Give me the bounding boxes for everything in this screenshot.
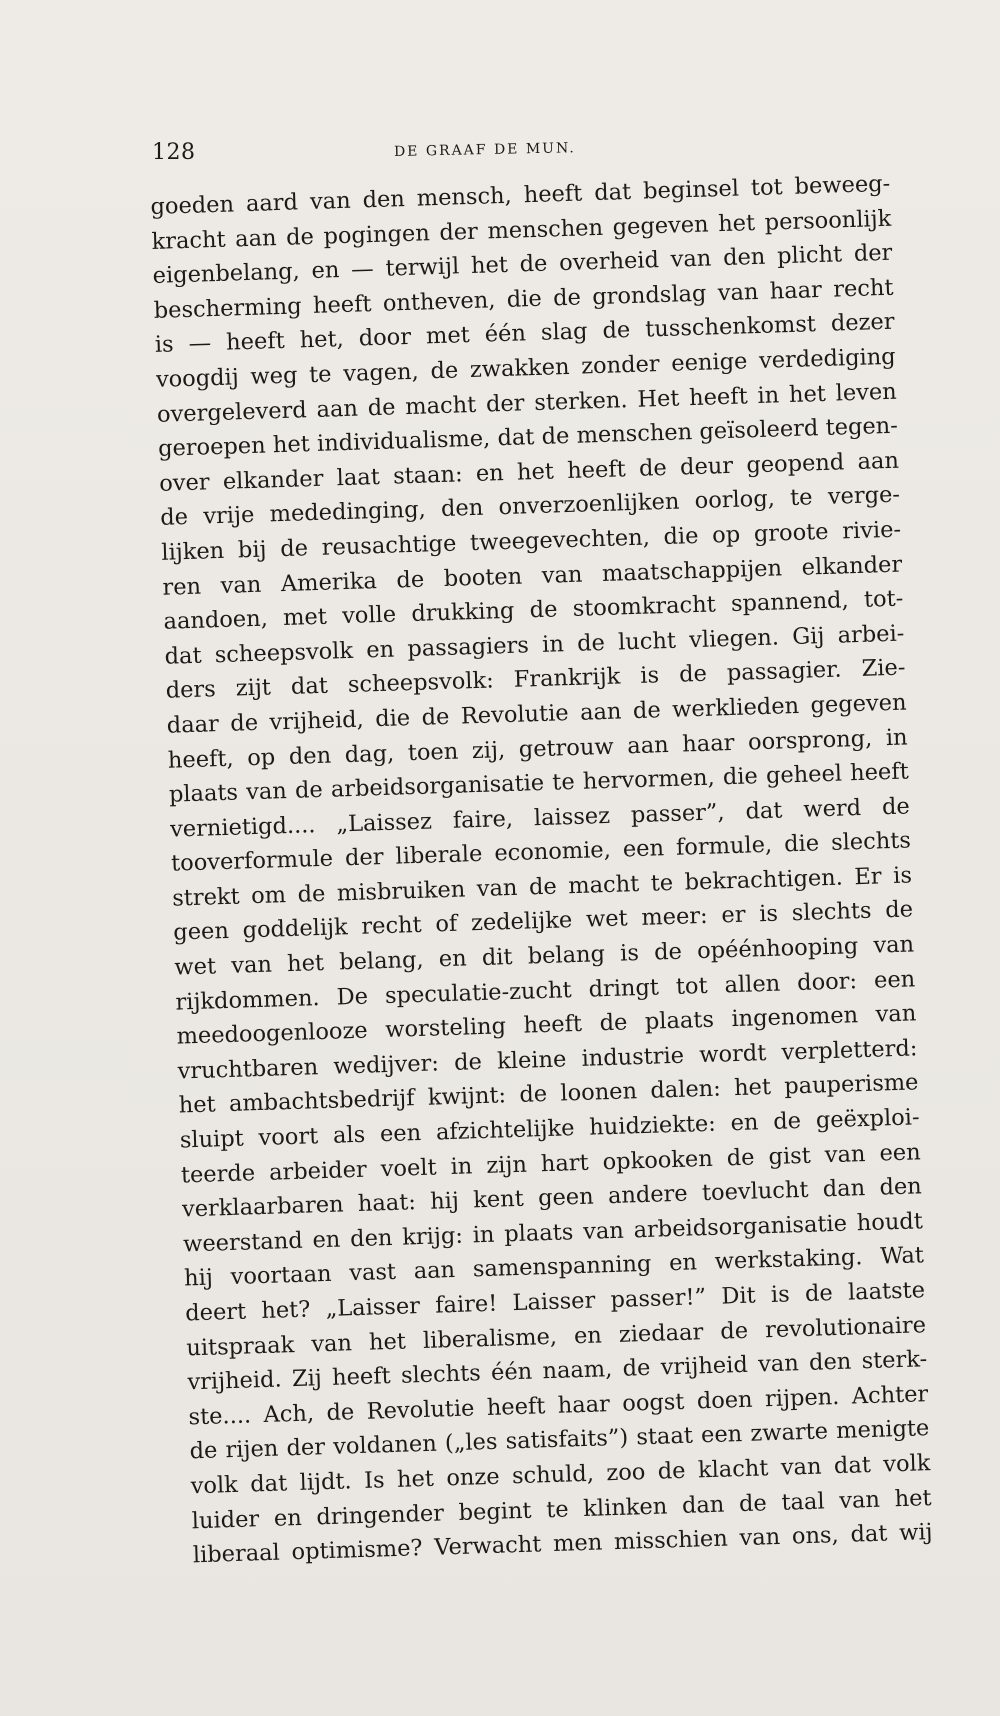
text-line: deert het? „Laisser faire! Laisser passer!” Dit is de laatste xyxy=(184,1277,926,1327)
text-line: over elkander laat staan: en het heeft de deur geopend aan xyxy=(158,447,900,497)
text-line: overgeleverd aan de macht der sterken. Het heeft in het leven xyxy=(156,378,898,428)
text-line: aandoen, met volle drukking de stoomkracht spannend, tot- xyxy=(163,585,904,635)
text-line: weerstand en den krijg: in plaats van arbeidsorganisatie houdt xyxy=(182,1208,924,1258)
text-line: ste.... Ach, de Revolutie heeft haar oogst doen rijpen. Achter xyxy=(188,1380,929,1431)
text-line: dat scheepsvolk en passagiers in de lucht vliegen. Gij arbei- xyxy=(164,620,905,670)
text-line: ders zijt dat scheepsvolk: Frankrijk is de passagier. Zie- xyxy=(165,654,906,705)
text-line: het ambachtsbedrijf kwijnt: de loonen dalen: het pauperisme xyxy=(178,1069,919,1119)
text-line: eigenbelang, en — terwijl het de overheid van den plicht der xyxy=(152,239,893,290)
text-line: rijkdommen. De speculatie-zucht dringt tot allen door: een xyxy=(175,966,916,1016)
text-line: vrijheid. Zij heeft slechts één naam, de vrijheid van den sterk- xyxy=(187,1346,928,1396)
text-line: daar de vrijheid, die de Revolutie aan de werklieden gegeven xyxy=(166,689,907,739)
text-line: lijken bij de reusachtige tweegevechten, die op groote rivie- xyxy=(160,516,902,566)
text-line: tooverformule der liberale economie, een formule, die slechts xyxy=(170,827,912,877)
text-line: teerde arbeider voelt in zijn hart opkooken de gist van een xyxy=(180,1138,922,1189)
text-line: geroepen het individualisme, dat de menschen geïsoleerd tegen- xyxy=(157,412,899,463)
text-line: is — heeft het, door met één slag de tusschenkomst dezer xyxy=(154,309,895,359)
text-line: meedoogenlooze worsteling heeft de plaats ingenomen van xyxy=(176,1000,917,1050)
text-line: plaats van de arbeidsorganisatie te hervormen, die geheel heeft xyxy=(168,758,910,808)
text-line: geen goddelijk recht of zedelijke wet meer: er is slechts de xyxy=(172,896,914,947)
text-line: voogdij weg te vagen, de zwakken zonder eenige verdediging xyxy=(155,343,897,393)
text-line: de vrije mededinging, den onverzoenlijken oorlog, te verge- xyxy=(159,481,901,532)
text-line: de rijen der voldanen („les satisfaits”) staat een zwarte menigte xyxy=(189,1415,930,1465)
text-line: strekt om de misbruiken van de macht te bekrachtigen. Er is xyxy=(171,862,913,912)
text-line: vruchtbaren wedijver: de kleine industrie wordt verpletterd: xyxy=(177,1035,918,1085)
text-line: bescherming heeft ontheven, die de grondslag van haar recht xyxy=(153,274,894,324)
body-text xyxy=(150,167,933,1573)
text-line: goeden aard van den mensch, heeft dat beginsel tot beweeg- xyxy=(150,170,891,220)
running-title: DE GRAAF DE MUN. xyxy=(393,140,576,160)
text-line: sluipt voort als een afzichtelijke huidziekte: en de geëxploi- xyxy=(179,1104,920,1154)
text-line: ren van Amerika de booten van maatschappijen elkander xyxy=(162,551,903,601)
text-line: heeft, op den dag, toen zij, getrouw aan haar oorsprong, in xyxy=(167,723,908,774)
text-line: uitspraak van het liberalisme, en ziedaar de revolutionaire xyxy=(185,1311,927,1362)
text-line: verklaarbaren haat: hij kent geen andere toevlucht dan den xyxy=(181,1173,923,1223)
page-number: 128 xyxy=(152,140,196,165)
text-line: liberaal optimisme? Verwacht men misschien van ons, dat wij xyxy=(192,1519,933,1569)
text-line: vernietigd.... „Laissez faire, laissez passer”, dat werd de xyxy=(169,793,911,843)
text-line: volk dat lijdt. Is het onze schuld, zoo de klacht van dat volk xyxy=(190,1450,931,1500)
text-line: hij voortaan vast aan samenspanning en werkstaking. Wat xyxy=(183,1242,925,1292)
text-line: wet van het belang, en dit belang is de opéénhooping van xyxy=(174,931,915,981)
text-line: kracht aan de pogingen der menschen gegeven het persoonlijk xyxy=(151,205,892,255)
text-line: luider en dringender begint te klinken dan de taal van het xyxy=(191,1484,932,1534)
